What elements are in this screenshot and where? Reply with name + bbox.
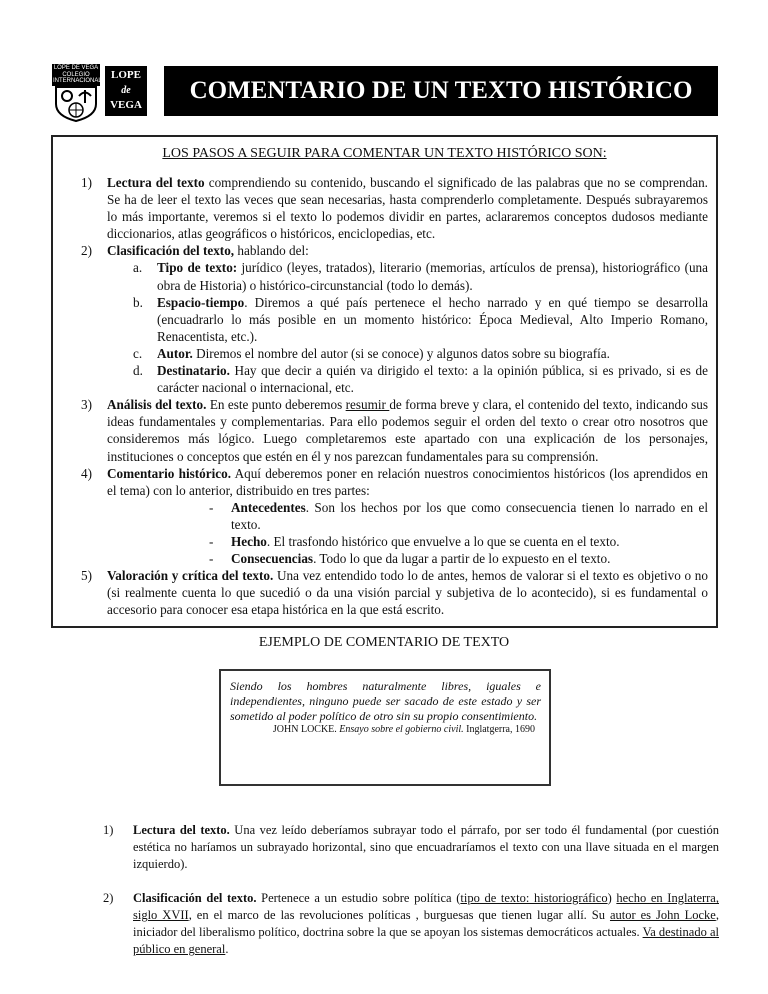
item-number: b.: [133, 294, 143, 310]
item-text: .: [225, 942, 229, 957]
item-label: Clasificación del texto,: [107, 243, 235, 259]
crest-emblem-icon: [52, 86, 100, 122]
step-item: [81, 567, 708, 618]
dash-bullet: -: [209, 499, 214, 515]
item-text: . Son los hechos por los que como consecuencia tienen lo narrado en el texto.: [231, 499, 708, 532]
dash-item: [81, 499, 708, 533]
item-label: Análisis del texto.: [107, 397, 207, 413]
item-label: Destinatario.: [157, 363, 230, 379]
quote-place: Inglatgerra, 1690: [463, 724, 535, 736]
item-label: Autor.: [157, 345, 193, 361]
lope-de-vega-logo: [105, 66, 147, 116]
item-label: Consecuencias: [231, 551, 314, 567]
steps-box: [51, 135, 718, 628]
step-item: [81, 465, 708, 499]
sub-item: [107, 259, 708, 293]
school-crest-logo: [52, 64, 100, 121]
dash-bullet: -: [209, 533, 214, 549]
item-text: , iniciador del liberalismo político, doctrina sobre la que se apoyan los sistemas democráticos actuales.: [133, 908, 719, 940]
item-text: Una vez leído deberíamos subrayar todo el párrafo, por ser todo él fundamental (por cuestión estética no haríamos un subrayado horizontal, sino que encuadraríamos el texto con una llave situada en el margen izquierdo).: [133, 823, 719, 872]
item-text: . Diremos a qué país pertenece el hecho narrado y en qué tiempo se desarrolla (encuadrarlo lo más posible en un momento histórico: Época Medieval, Alto Imperio Romano, Renacentista, etc.).: [157, 294, 708, 344]
example-item: [103, 890, 719, 958]
quote-text: Siendo los hombres naturalmente libres, iguales e independientes, ninguno puede ser sacado de este estado y ser sometido al poder político de otro sin su propio consentimiento.: [230, 679, 541, 724]
item-text: hablando del:: [234, 243, 309, 259]
underlined-text: resumir: [345, 397, 390, 413]
page-title: COMENTARIO DE UN TEXTO HISTÓRICO: [164, 66, 718, 116]
item-text: comprendiendo su contenido, buscando el significado de las palabras que no se comprendan. Se ha de leer el texto las veces que sean necesarias, hasta comprenderlo completamente. Después subrayaremos lo más importante, veremos si el texto lo podemos dividir en partes, aclararemos conceptos dudosos mediante diccionarios, atlas geográficos o históricos, enciclopedias, etc.: [107, 175, 708, 242]
item-number: a.: [133, 260, 143, 276]
dash-bullet: -: [209, 551, 214, 567]
dash-item: [81, 533, 708, 550]
logo-line: LOPE: [111, 69, 141, 81]
item-label: Hecho: [231, 533, 267, 549]
step-item: [81, 174, 708, 242]
item-text: . El trasfondo histórico que envuelve a lo que se cuenta en el texto.: [266, 533, 620, 549]
item-text: Pertenece a un estudio sobre política (: [256, 891, 461, 906]
underlined-text: autor es John Locke: [609, 908, 716, 923]
item-text: Aquí deberemos poner en relación nuestros conocimientos históricos (los aprendidos en el tema) con lo anterior, distribuido en tres partes:: [107, 465, 708, 498]
sub-item: [107, 362, 708, 396]
item-text: Hay que decir a quién va dirigido el texto: a la opinión pública, si es privado, si es de carácter nacional o internacional, etc.: [157, 363, 708, 396]
item-label: Lectura del texto.: [133, 823, 230, 838]
logo-line: de: [121, 85, 131, 96]
item-label: Valoración y crítica del texto.: [107, 568, 274, 584]
item-text: ): [607, 891, 617, 906]
dash-item: [81, 550, 708, 567]
quote-source: [230, 724, 541, 736]
item-text: , en el marco de las revoluciones políticas , burguesas que tienen lugar allí. Su: [188, 908, 610, 923]
item-label: Antecedentes: [231, 499, 306, 515]
step-item: [81, 396, 708, 464]
underlined-text: hecho en Inglaterra, siglo XVII: [133, 891, 719, 923]
sub-item: [107, 345, 708, 362]
item-text: Una vez entendido todo lo de antes, hemos de valorar si el texto es objetivo o no (si realmente cuenta lo que sucedió o da una visión parcial y subjetiva de lo acontecido), si es fundamental o accesorio para conocer esa etapa histórica en la que está escrito.: [107, 568, 708, 618]
item-number: d.: [133, 363, 143, 379]
item-text: jurídico (leyes, tratados), literario (memorias, artículos de prensa), historiográfico (una obra de Historia) o histórico-circunstancial (todo lo demás).: [157, 260, 708, 293]
item-text: de forma breve y clara, el contenido del texto, indicando sus ideas fundamentales y complementarias. Para ello podemos seguir el orden del texto o crear otro nosotros que consideremos más lógico. Luego completaremos este apartado con una explicación de los personajes, instituciones o conceptos que estén en él y nos parezcan fundamentales para su comprensión.: [107, 397, 708, 464]
item-text: Diremos el nombre del autor (si se conoce) y algunos datos sobre su biografía.: [192, 345, 610, 361]
item-number: c.: [133, 345, 143, 361]
step-item: [81, 242, 708, 259]
item-label: Lectura del texto: [107, 175, 205, 190]
item-number: 1): [81, 175, 92, 190]
logo-line: VEGA: [110, 99, 142, 111]
item-number: 1): [103, 823, 114, 838]
quote-author: JOHN LOCKE.: [272, 724, 340, 736]
item-number: 5): [81, 568, 92, 584]
quote-box: [219, 669, 551, 786]
item-label: Clasificación del texto.: [133, 891, 257, 906]
item-label: Tipo de texto:: [157, 260, 238, 276]
item-label: Comentario histórico.: [107, 465, 232, 481]
example-heading: EJEMPLO DE COMENTARIO DE TEXTO: [258, 635, 510, 651]
item-text: . Todo lo que da lugar a partir de lo expuesto en el texto.: [313, 551, 611, 567]
document-body: [0, 135, 768, 958]
crest-text: LOPE DE VEGA COLEGIO INTERNACIONAL: [53, 65, 102, 84]
item-number: 3): [81, 397, 92, 413]
item-text: En este punto deberemos: [206, 397, 346, 413]
quote-work: Ensayo sobre el gobierno civil.: [339, 724, 464, 736]
item-label: Espacio-tiempo: [157, 294, 245, 310]
sub-item: [107, 294, 708, 345]
item-number: 2): [81, 243, 92, 259]
example-item: [103, 822, 719, 873]
underlined-text: Va destinado al público en general: [133, 925, 719, 957]
steps-list: [81, 174, 708, 618]
underlined-text: tipo de texto: historiográfico: [460, 891, 608, 906]
item-number: 4): [81, 465, 92, 481]
steps-heading: LOS PASOS A SEGUIR PARA COMENTAR UN TEXTO HISTÓRICO SON:: [162, 146, 607, 161]
item-number: 2): [103, 891, 114, 906]
